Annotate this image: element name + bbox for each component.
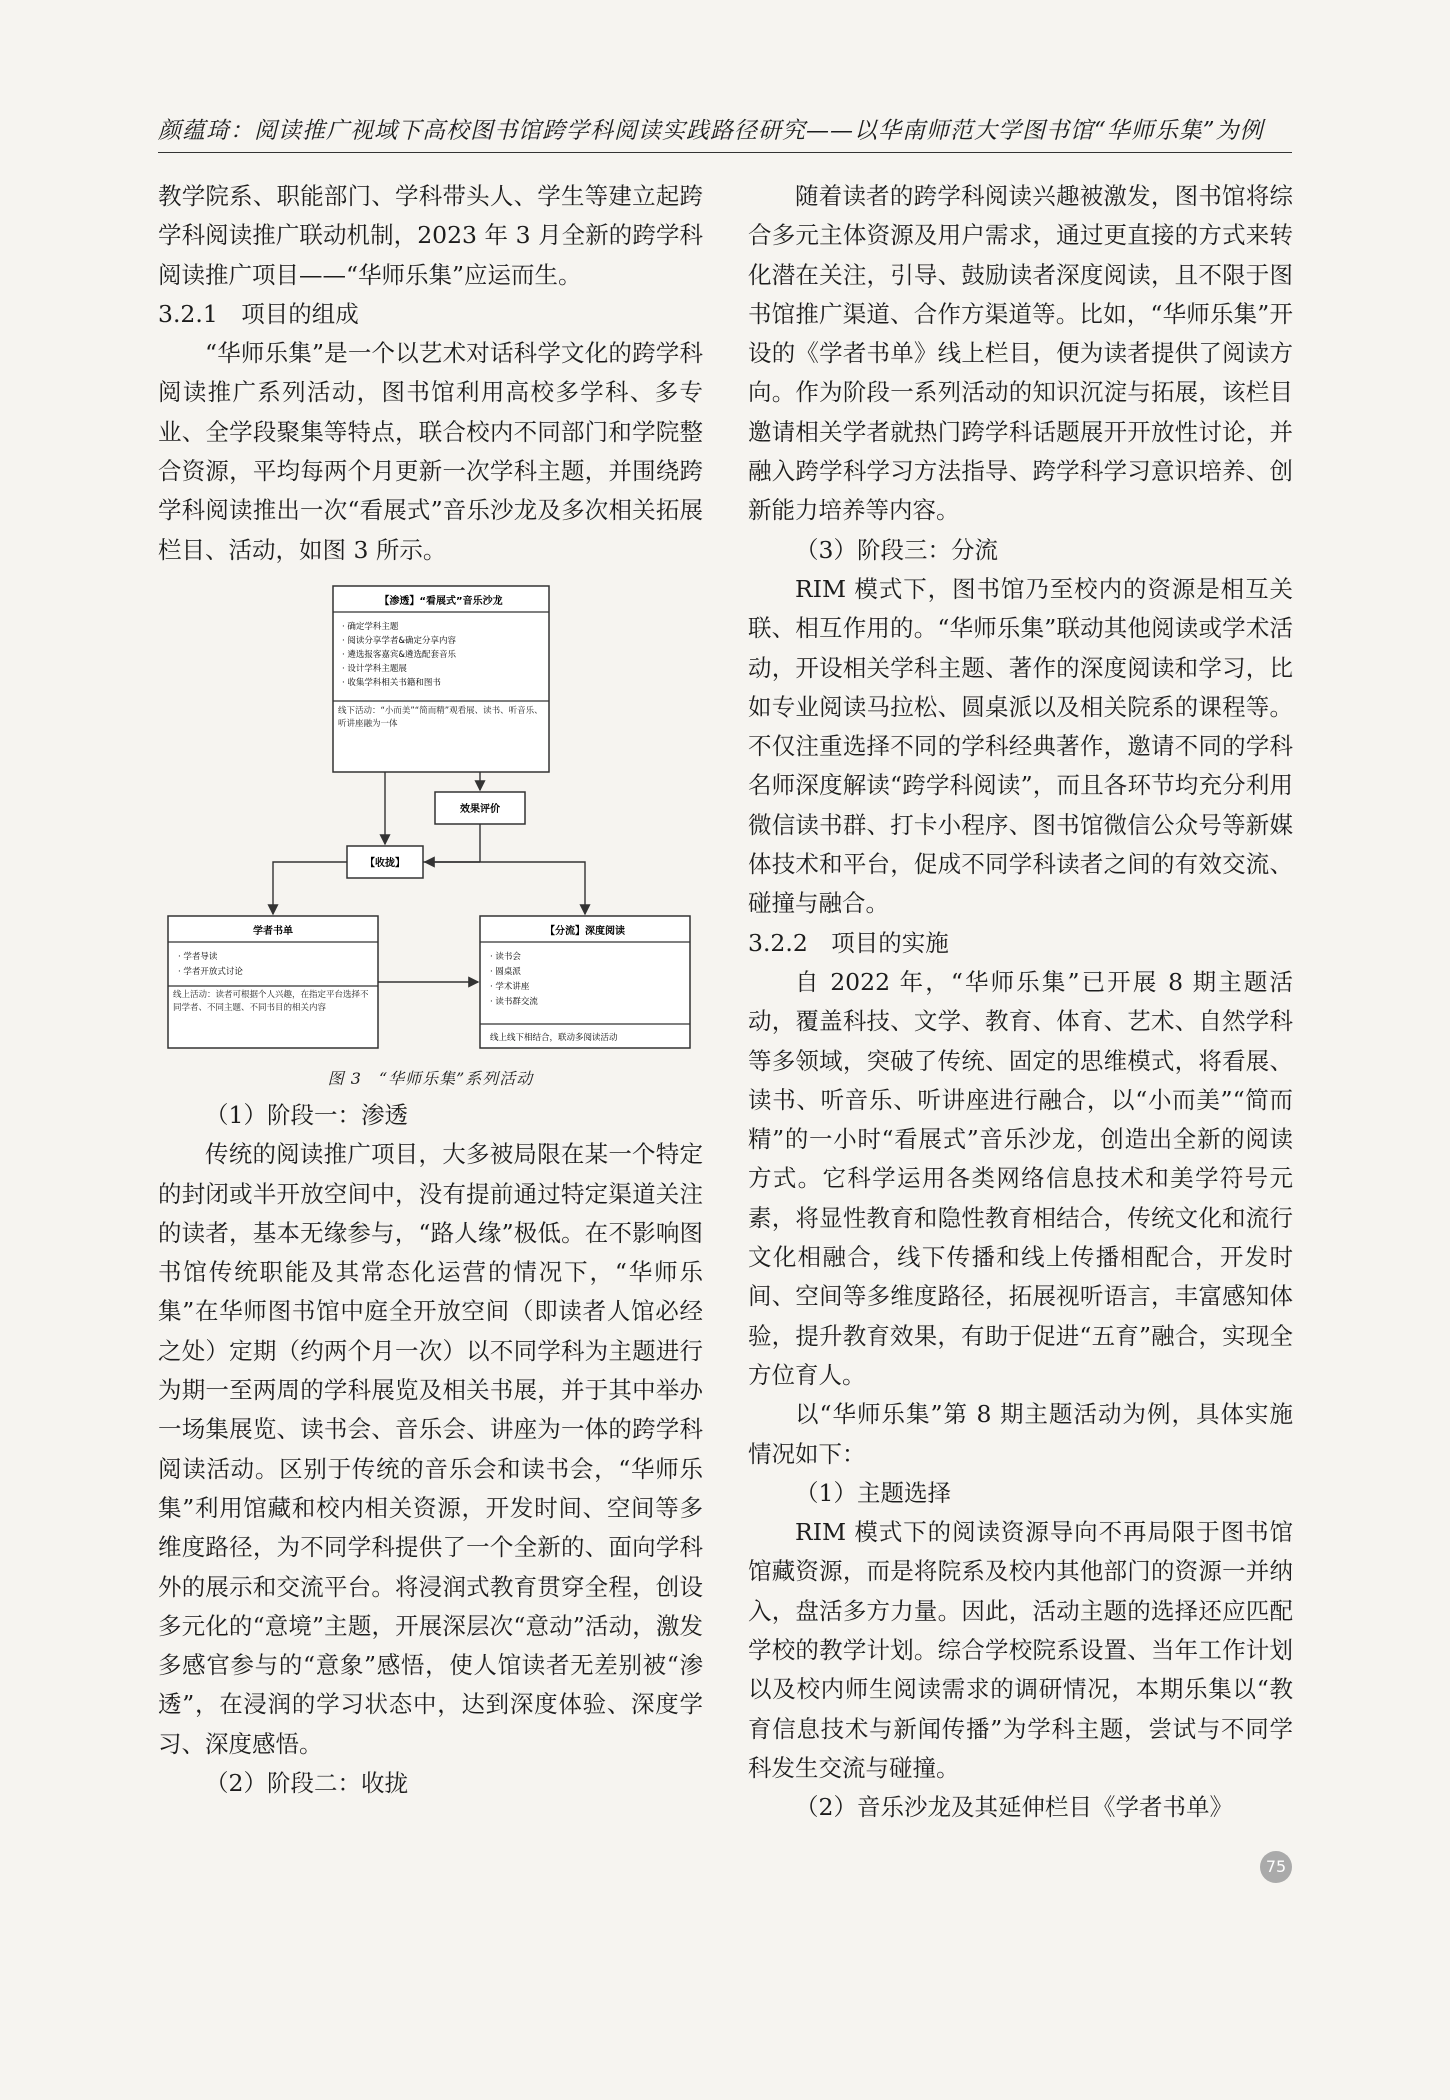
box-deep-reading-item: · 读书会 [490,951,521,962]
box-evaluation [435,792,525,824]
box-infiltrate-item: · 确定学科主题 [342,621,399,632]
left-column [158,177,703,1803]
box-deep-reading-item: · 学术讲座 [490,981,530,992]
box-infiltrate [333,586,549,772]
box-scholar-list-item: · 学者开放式讨论 [178,966,243,977]
box-deep-reading-item: · 圆桌派 [490,966,521,977]
box-deep-reading-item: · 读书群交流 [490,996,538,1007]
subsection-1-heading: （1）主题选择 [795,1478,951,1507]
box-deep-reading-note: 线上线下相结合，联动多阅读活动 [490,1032,618,1043]
paragraph: “华师乐集”是一个以艺术对话科学文化的跨学科阅读推广系列活动，图书馆利用高校多学科、多专业、全学段聚集等特点，联合校内不同部门和学院整合资源，平均每两个月更新一次学科主题，并围绕跨学科阅读推出一次“看展式”音乐沙龙及多次相关拓展栏目、活动，如图 3 所示。 [158,339,703,564]
box-scholar-list [168,916,378,1048]
paragraph: 随着读者的跨学科阅读兴趣被激发，图书馆将综合多元主体资源及用户需求，通过更直接的方式来转化潜在关注，引导、鼓励读者深度阅读，且不限于图书馆推广渠道、合作方渠道等。比如，“华师乐集”开设的《学者书单》线上栏目，便为读者提供了阅读方向。作为阶段一系列活动的知识沉淀与拓展，该栏目邀请相关学者就热门跨学科话题展开开放性讨论，并融入跨学科学习方法指导、跨学科学习意识培养、创新能力培养等内容。 [748,182,1293,525]
box-collect [347,846,423,878]
paragraph: 自 2022 年，“华师乐集”已开展 8 期主题活动，覆盖科技、文学、教育、体育、艺术、自然学科等多领域，突破了传统、固定的思维模式，将看展、读书、听音乐、听讲座进行融合，以“小而美”“简而精”的一小时“看展式”音乐沙龙，创造出全新的阅读方式。它科学运用各类网络信息技术和美学符号元素，将显性教育和隐性教育相结合，传统文化和流行文化相融合，线下传播和线上传播相配合，开发时间、空间等多维度路径，拓展视听语言，丰富感知体验，提升教育效果，有助于促进“五育”融合，实现全方位育人。 [748,967,1293,1389]
page-number: 75 [1260,1851,1292,1883]
box-scholar-list-item: · 学者导读 [178,951,218,962]
paragraph: 教学院系、职能部门、学科带头人、学生等建立起跨学科阅读推广联动机制，2023 年 3 月全新的跨学科阅读推广项目——“华师乐集”应运而生。 [158,182,703,289]
box-infiltrate-title: 【渗透】“看展式”音乐沙龙 [379,595,503,607]
figure-caption: 图 3 “华师乐集”系列活动 [327,1068,534,1088]
box-infiltrate-note: 线下活动：“小而美”“简而精”观看展、读书、听音乐、听讲座融为一体 [338,705,543,729]
section-heading-3-2-2: 3.2.2 项目的实施 [748,928,949,957]
stage-3-heading: （3）阶段三：分流 [795,535,998,564]
box-infiltrate-item: · 遴选报客嘉宾&遴选配套音乐 [342,649,457,660]
box-evaluation-label: 效果评价 [460,803,500,815]
paragraph: RIM 模式下的阅读资源导向不再局限于图书馆馆藏资源，而是将院系及校内其他部门的资源一并纳入，盘活多方力量。因此，活动主题的选择还应匹配学校的教学计划。综合学校院系设置、当年工作计划以及校内师生阅读需求的调研情况，本期乐集以“教育信息技术与新闻传播”为学科主题，尝试与不同学科发生交流与碰撞。 [748,1518,1293,1782]
right-column [748,177,1293,1827]
header-rule [158,152,1292,153]
stage-2-heading: （2）阶段二：收拢 [205,1769,408,1798]
figure-3-diagram [158,574,703,1062]
box-infiltrate-item: · 设计学科主题展 [342,663,407,674]
box-deep-reading [480,916,690,1048]
subsection-2-heading: （2）音乐沙龙及其延伸栏目《学者书单》 [795,1793,1233,1822]
section-heading-3-2-1: 3.2.1 项目的组成 [158,299,359,328]
box-deep-reading-title: 【分流】深度阅读 [545,925,625,937]
paragraph: RIM 模式下，图书馆乃至校内的资源是相互关联、相互作用的。“华师乐集”联动其他阅读或学术活动，开设相关学科主题、著作的深度阅读和学习，比如专业阅读马拉松、圆桌派以及相关院系的课程等。不仅注重选择不同的学科经典著作，邀请不同的学科名师深度解读“跨学科阅读”，而且各环节均充分利用微信读书群、打卡小程序、图书馆微信公众号等新媒体技术和平台，促成不同学科读者之间的有效交流、碰撞与融合。 [748,574,1293,918]
paragraph: 传统的阅读推广项目，大多被局限在某一个特定的封闭或半开放空间中，没有提前通过特定渠道关注的读者，基本无缘参与，“路人缘”极低。在不影响图书馆传统职能及其常态化运营的情况下，“华师乐集”在华师图书馆中庭全开放空间（即读者人馆必经之处）定期（约两个月一次）以不同学科为主题进行为期一至两周的学科展览及相关书展，并于其中举办一场集展览、读书会、音乐会、讲座为一体的跨学科阅读活动。区别于传统的音乐会和读书会，“华师乐集”利用馆藏和校内相关资源，开发时间、空间等多维度路径，为不同学科提供了一个全新的、面向学科外的展示和交流平台。将浸润式教育贯穿全程，创设多元化的“意境”主题，开展深层次“意动”活动，激发多感官参与的“意象”感悟，使人馆读者无差别被“渗透”，在浸润的学习状态中，达到深度体验、深度学习、深度感悟。 [158,1140,703,1758]
box-infiltrate-item: · 阅读分享学者&确定分享内容 [342,635,457,646]
figure-3 [158,574,703,1062]
box-collect-label: 【收拢】 [365,857,405,869]
box-scholar-list-title: 学者书单 [253,925,293,937]
running-header: 颜蕴琦：阅读推广视域下高校图书馆跨学科阅读实践路径研究——以华南师范大学图书馆“华师乐集”为例 [158,118,1264,144]
box-infiltrate-item: · 收集学科相关书籍和图书 [342,677,441,688]
stage-1-heading: （1）阶段一：渗透 [205,1100,408,1129]
box-scholar-list-note: 线上活动：读者可根据个人兴趣，在指定平台选择不同学者、不同主题、不同书目的相关内容 [173,989,369,1013]
paragraph: 以“华师乐集”第 8 期主题活动为例，具体实施情况如下： [748,1400,1293,1468]
